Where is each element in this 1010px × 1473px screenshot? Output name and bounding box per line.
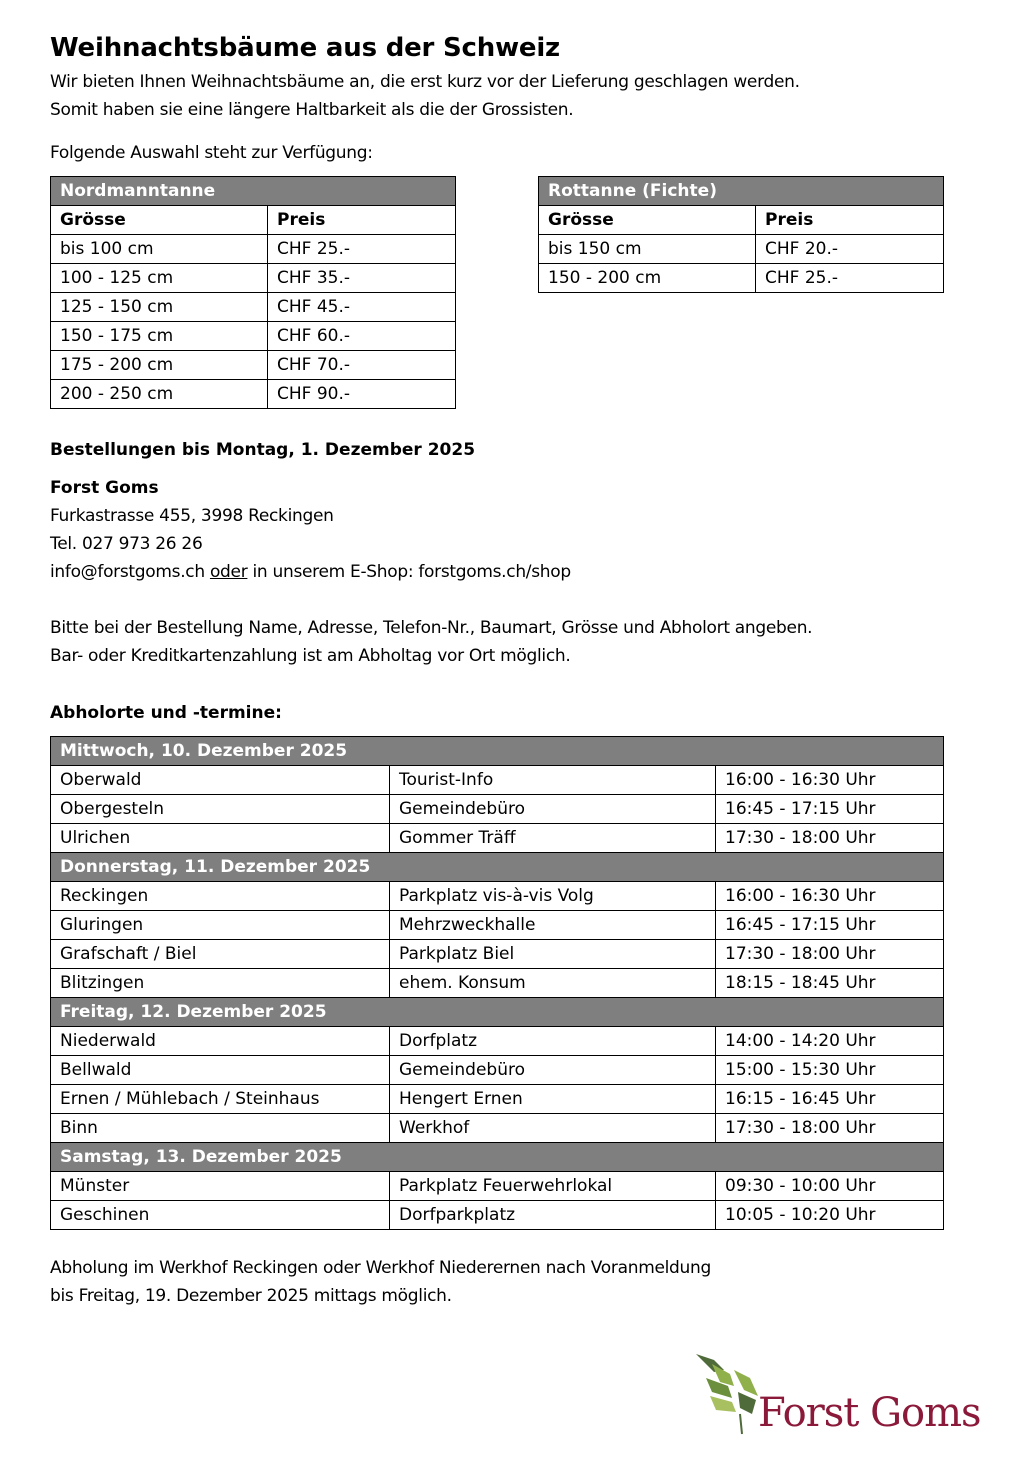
company-name: Forst Goms [50,478,159,498]
company-address: Furkastrasse 455, 3998 Reckingen [50,506,334,526]
time-cell: 16:45 - 17:15 Uhr [716,795,944,824]
price-cell: CHF 25.- [268,235,456,264]
time-cell: 16:15 - 16:45 Uhr [716,1085,944,1114]
size-cell: bis 150 cm [539,235,756,264]
table-row [51,969,944,998]
time-cell: 14:00 - 14:20 Uhr [716,1027,944,1056]
table-title: Nordmanntanne [51,177,456,206]
price-cell: CHF 25.- [756,264,944,293]
company-phone: Tel. 027 973 26 26 [50,534,203,554]
table-row [51,911,944,940]
table-row [51,1085,944,1114]
table-row [51,293,456,322]
day-header: Samstag, 13. Dezember 2025 [51,1143,944,1172]
price-cell: CHF 35.- [268,264,456,293]
column-header-price: Preis [268,206,456,235]
location-cell: Obergesteln [51,795,390,824]
location-cell: Münster [51,1172,390,1201]
price-cell: CHF 20.- [756,235,944,264]
place-cell: Mehrzweckhalle [390,911,716,940]
size-cell: bis 100 cm [51,235,268,264]
price-cell: CHF 90.- [268,380,456,409]
table-row [51,380,456,409]
price-cell: CHF 60.- [268,322,456,351]
table-row [51,766,944,795]
column-header-size: Grösse [51,206,268,235]
intro-line-2: Somit haben sie eine längere Haltbarkeit als die der Grossisten. [50,100,574,120]
size-cell: 150 - 200 cm [539,264,756,293]
location-cell: Reckingen [51,882,390,911]
place-cell: Dorfparkplatz [390,1201,716,1230]
price-cell: CHF 45.- [268,293,456,322]
table-row [51,882,944,911]
location-cell: Blitzingen [51,969,390,998]
place-cell: Gommer Träff [390,824,716,853]
day-header: Freitag, 12. Dezember 2025 [51,998,944,1027]
place-cell: ehem. Konsum [390,969,716,998]
table-row [51,1172,944,1201]
instructions-line-2: Bar- oder Kreditkartenzahlung ist am Abholtag vor Ort möglich. [50,646,571,666]
pickup-schedule-table [50,736,944,1230]
column-header-size: Grösse [539,206,756,235]
place-cell: Gemeindebüro [390,795,716,824]
place-cell: Parkplatz Biel [390,940,716,969]
table-row [51,940,944,969]
place-cell: Parkplatz vis-à-vis Volg [390,882,716,911]
time-cell: 10:05 - 10:20 Uhr [716,1201,944,1230]
time-cell: 17:30 - 18:00 Uhr [716,940,944,969]
location-cell: Niederwald [51,1027,390,1056]
time-cell: 15:00 - 15:30 Uhr [716,1056,944,1085]
place-cell: Gemeindebüro [390,1056,716,1085]
location-cell: Ulrichen [51,824,390,853]
logo-text: Forst Goms [758,1390,981,1436]
size-cell: 175 - 200 cm [51,351,268,380]
location-cell: Ernen / Mühlebach / Steinhaus [51,1085,390,1114]
time-cell: 16:00 - 16:30 Uhr [716,766,944,795]
time-cell: 18:15 - 18:45 Uhr [716,969,944,998]
shop-link[interactable]: forstgoms.ch/shop [418,562,571,582]
footer-line-1: Abholung im Werkhof Reckingen oder Werkhof Niederernen nach Voranmeldung [50,1258,711,1278]
time-cell: 17:30 - 18:00 Uhr [716,824,944,853]
table-row [51,795,944,824]
location-cell: Gluringen [51,911,390,940]
place-cell: Parkplatz Feuerwehrlokal [390,1172,716,1201]
table-row [51,824,944,853]
table-row [539,235,944,264]
instructions-line-1: Bitte bei der Bestellung Name, Adresse, Telefon-Nr., Baumart, Grösse und Abholort angeben. [50,618,813,638]
shop-prefix: in unserem E-Shop: [252,562,414,582]
size-cell: 200 - 250 cm [51,380,268,409]
price-table-nordmanntanne [50,176,456,409]
document-page [50,28,950,1310]
size-cell: 125 - 150 cm [51,293,268,322]
location-cell: Oberwald [51,766,390,795]
order-deadline: Bestellungen bis Montag, 1. Dezember 2025 [50,440,476,460]
table-row [539,264,944,293]
price-tables [50,176,950,416]
contact-line [50,558,950,586]
day-header: Donnerstag, 11. Dezember 2025 [51,853,944,882]
time-cell: 09:30 - 10:00 Uhr [716,1172,944,1201]
place-cell: Werkhof [390,1114,716,1143]
price-cell: CHF 70.- [268,351,456,380]
price-table-rottanne [538,176,944,293]
column-header-price: Preis [756,206,944,235]
availability-text: Folgende Auswahl steht zur Verfügung: [50,143,373,163]
place-cell: Dorfplatz [390,1027,716,1056]
table-row [51,322,456,351]
table-row [51,1114,944,1143]
table-row [51,235,456,264]
place-cell: Hengert Ernen [390,1085,716,1114]
page-title: Weihnachtsbäume aus der Schweiz [50,33,560,63]
table-row [51,264,456,293]
location-cell: Geschinen [51,1201,390,1230]
location-cell: Grafschaft / Biel [51,940,390,969]
time-cell: 16:00 - 16:30 Uhr [716,882,944,911]
day-header: Mittwoch, 10. Dezember 2025 [51,737,944,766]
forst-goms-logo [694,1350,994,1450]
email-link[interactable]: info@forstgoms.ch [50,562,205,582]
location-cell: Binn [51,1114,390,1143]
time-cell: 16:45 - 17:15 Uhr [716,911,944,940]
time-cell: 17:30 - 18:00 Uhr [716,1114,944,1143]
size-cell: 150 - 175 cm [51,322,268,351]
place-cell: Tourist-Info [390,766,716,795]
table-row [51,1056,944,1085]
pickup-title: Abholorte und -termine: [50,703,282,723]
table-title: Rottanne (Fichte) [539,177,944,206]
table-row [51,1201,944,1230]
leaf-icon [694,1350,764,1440]
table-row [51,1027,944,1056]
intro-line-1: Wir bieten Ihnen Weihnachtsbäume an, die erst kurz vor der Lieferung geschlagen werden. [50,72,800,92]
table-row [51,351,456,380]
or-text: oder [209,562,248,582]
size-cell: 100 - 125 cm [51,264,268,293]
footer-line-2: bis Freitag, 19. Dezember 2025 mittags möglich. [50,1286,452,1306]
location-cell: Bellwald [51,1056,390,1085]
